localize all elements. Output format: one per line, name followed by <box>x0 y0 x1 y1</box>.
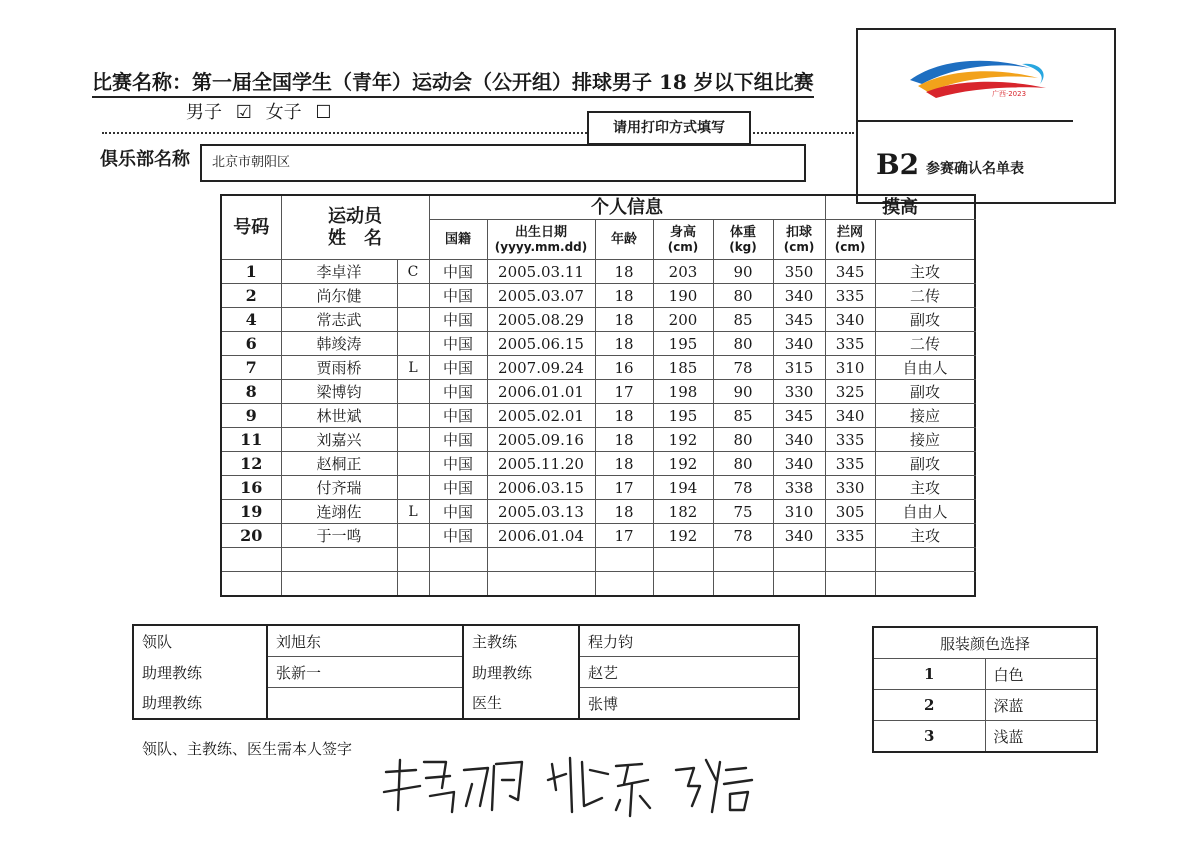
doctor-label: 医生 <box>463 688 579 720</box>
header-block <box>825 220 875 260</box>
empty-cell[interactable] <box>221 572 281 597</box>
color-option-2[interactable]: 深蓝 <box>985 690 1097 721</box>
leader-value[interactable]: 刘旭东 <box>267 625 463 657</box>
handwritten-signatures <box>376 740 796 820</box>
player-name: 刘嘉兴 <box>281 428 397 452</box>
empty-cell[interactable] <box>429 572 487 597</box>
player-nationality: 中国 <box>429 428 487 452</box>
player-age: 18 <box>595 404 653 428</box>
player-nationality: 中国 <box>429 308 487 332</box>
player-name: 连翊佐 <box>281 500 397 524</box>
assistant-coach-3-value[interactable]: 赵艺 <box>579 657 799 688</box>
player-block-reach: 345 <box>825 260 875 284</box>
form-subtitle: 参赛确认名单表 <box>926 161 1024 177</box>
player-position: 副攻 <box>875 308 975 332</box>
player-weight: 80 <box>713 332 773 356</box>
empty-row <box>221 548 975 572</box>
table-row <box>221 332 975 356</box>
player-nationality: 中国 <box>429 380 487 404</box>
header-personal-info: 个人信息 <box>429 195 825 220</box>
player-position: 自由人 <box>875 356 975 380</box>
player-weight: 75 <box>713 500 773 524</box>
header-height-unit: (cm) <box>667 239 699 254</box>
table-row <box>221 500 975 524</box>
header-spike-unit: (cm) <box>783 239 815 254</box>
empty-cell[interactable] <box>281 548 397 572</box>
empty-cell[interactable] <box>875 572 975 597</box>
player-weight: 85 <box>713 308 773 332</box>
table-row <box>221 452 975 476</box>
player-flag: L <box>397 356 429 380</box>
table-row <box>221 404 975 428</box>
header-athlete-line2: 姓 名 <box>328 227 382 249</box>
player-flag <box>397 332 429 356</box>
header-block-unit: (cm) <box>834 239 866 254</box>
header-weight-unit: (kg) <box>729 239 757 254</box>
player-height: 195 <box>653 404 713 428</box>
player-spike-reach: 340 <box>773 428 825 452</box>
player-position: 接应 <box>875 404 975 428</box>
player-age: 18 <box>595 260 653 284</box>
player-age: 18 <box>595 500 653 524</box>
player-age: 17 <box>595 476 653 500</box>
player-spike-reach: 340 <box>773 452 825 476</box>
player-flag <box>397 524 429 548</box>
player-height: 200 <box>653 308 713 332</box>
empty-cell[interactable] <box>595 572 653 597</box>
player-block-reach: 305 <box>825 500 875 524</box>
player-spike-reach: 338 <box>773 476 825 500</box>
empty-row <box>221 572 975 597</box>
header-spike-label: 扣球 <box>786 224 813 240</box>
player-number: 1 <box>221 260 281 284</box>
uniform-color-title: 服装颜色选择 <box>873 627 1097 659</box>
header-weight-label: 体重 <box>729 224 756 240</box>
player-birth-date: 2005.06.15 <box>487 332 595 356</box>
player-birth-date: 2005.11.20 <box>487 452 595 476</box>
player-birth-date: 2005.03.07 <box>487 284 595 308</box>
player-weight: 85 <box>713 404 773 428</box>
player-block-reach: 310 <box>825 356 875 380</box>
competition-title: 比赛名称：第一届全国学生（青年）运动会（公开组）排球男子 18 岁以下组比赛 <box>92 66 814 98</box>
player-weight: 78 <box>713 524 773 548</box>
player-spike-reach: 340 <box>773 332 825 356</box>
player-birth-date: 2006.01.04 <box>487 524 595 548</box>
empty-cell[interactable] <box>281 572 397 597</box>
assistant-coach-1-label: 助理教练 <box>133 657 267 688</box>
header-birth <box>487 220 595 260</box>
player-name: 尚尔健 <box>281 284 397 308</box>
empty-cell[interactable] <box>429 548 487 572</box>
player-name: 常志武 <box>281 308 397 332</box>
player-age: 18 <box>595 428 653 452</box>
table-row <box>221 260 975 284</box>
print-hint-box: 请用打印方式填写 <box>587 111 751 145</box>
table-row <box>221 476 975 500</box>
empty-cell[interactable] <box>825 572 875 597</box>
assistant-coach-1-value[interactable]: 张新一 <box>267 657 463 688</box>
player-birth-date: 2005.03.13 <box>487 500 595 524</box>
female-label: 女子 <box>265 102 302 123</box>
header-height <box>653 220 713 260</box>
player-height: 182 <box>653 500 713 524</box>
empty-cell[interactable] <box>397 572 429 597</box>
empty-cell[interactable] <box>825 548 875 572</box>
player-flag <box>397 380 429 404</box>
assistant-coach-2-label: 助理教练 <box>133 688 267 720</box>
player-name: 付齐瑞 <box>281 476 397 500</box>
staff-table <box>132 624 800 720</box>
player-birth-date: 2005.02.01 <box>487 404 595 428</box>
player-age: 18 <box>595 452 653 476</box>
player-age: 18 <box>595 308 653 332</box>
club-name-label: 俱乐部名称 <box>100 149 190 170</box>
header-weight <box>713 220 773 260</box>
player-position: 主攻 <box>875 476 975 500</box>
head-coach-value[interactable]: 程力钧 <box>579 625 799 657</box>
player-block-reach: 335 <box>825 332 875 356</box>
player-block-reach: 325 <box>825 380 875 404</box>
player-flag <box>397 452 429 476</box>
player-number: 2 <box>221 284 281 308</box>
player-position: 主攻 <box>875 260 975 284</box>
player-number: 6 <box>221 332 281 356</box>
badge-divider <box>858 120 1073 122</box>
player-spike-reach: 330 <box>773 380 825 404</box>
player-number: 9 <box>221 404 281 428</box>
header-reach: 摸高 <box>825 195 975 220</box>
player-position: 二传 <box>875 284 975 308</box>
table-row <box>221 308 975 332</box>
header-number: 号码 <box>221 195 281 260</box>
color-option-1[interactable]: 白色 <box>985 659 1097 690</box>
player-spike-reach: 345 <box>773 308 825 332</box>
player-block-reach: 335 <box>825 452 875 476</box>
player-number: 19 <box>221 500 281 524</box>
player-number: 12 <box>221 452 281 476</box>
form-code: B2 <box>876 148 920 181</box>
empty-cell[interactable] <box>595 548 653 572</box>
player-nationality: 中国 <box>429 356 487 380</box>
empty-cell[interactable] <box>221 548 281 572</box>
player-spike-reach: 310 <box>773 500 825 524</box>
gender-selection <box>186 98 339 124</box>
assistant-coach-2-value[interactable] <box>267 688 463 720</box>
empty-cell[interactable] <box>487 572 595 597</box>
player-flag <box>397 476 429 500</box>
player-position: 接应 <box>875 428 975 452</box>
assistant-coach-3-label: 助理教练 <box>463 657 579 688</box>
player-height: 185 <box>653 356 713 380</box>
player-height: 192 <box>653 428 713 452</box>
empty-cell[interactable] <box>875 548 975 572</box>
table-row <box>221 284 975 308</box>
player-birth-date: 2005.08.29 <box>487 308 595 332</box>
player-block-reach: 335 <box>825 428 875 452</box>
player-weight: 80 <box>713 428 773 452</box>
player-nationality: 中国 <box>429 404 487 428</box>
player-flag: L <box>397 500 429 524</box>
player-flag <box>397 404 429 428</box>
header-athlete <box>281 195 429 260</box>
player-nationality: 中国 <box>429 524 487 548</box>
color-option-index: 2 <box>873 690 985 721</box>
player-height: 192 <box>653 452 713 476</box>
player-name: 韩竣涛 <box>281 332 397 356</box>
empty-cell[interactable] <box>487 548 595 572</box>
player-flag: C <box>397 260 429 284</box>
player-number: 4 <box>221 308 281 332</box>
player-position: 自由人 <box>875 500 975 524</box>
header-nationality: 国籍 <box>429 220 487 260</box>
empty-cell[interactable] <box>773 548 825 572</box>
player-position: 副攻 <box>875 380 975 404</box>
player-height: 198 <box>653 380 713 404</box>
player-block-reach: 335 <box>825 284 875 308</box>
header-birth-label: 出生日期 <box>514 224 567 240</box>
header-athlete-line1: 运动员 <box>328 205 382 227</box>
player-height: 194 <box>653 476 713 500</box>
player-weight: 90 <box>713 380 773 404</box>
player-weight: 80 <box>713 452 773 476</box>
empty-cell[interactable] <box>653 548 713 572</box>
player-birth-date: 2006.01.01 <box>487 380 595 404</box>
empty-cell[interactable] <box>713 572 773 597</box>
table-row <box>221 356 975 380</box>
player-nationality: 中国 <box>429 284 487 308</box>
player-nationality: 中国 <box>429 332 487 356</box>
player-name: 贾雨桥 <box>281 356 397 380</box>
uniform-color-table <box>872 626 1098 753</box>
player-nationality: 中国 <box>429 476 487 500</box>
empty-cell[interactable] <box>653 572 713 597</box>
player-position: 主攻 <box>875 524 975 548</box>
player-number: 7 <box>221 356 281 380</box>
player-birth-date: 2007.09.24 <box>487 356 595 380</box>
table-row <box>221 524 975 548</box>
player-nationality: 中国 <box>429 260 487 284</box>
table-row <box>221 428 975 452</box>
player-block-reach: 330 <box>825 476 875 500</box>
player-spike-reach: 345 <box>773 404 825 428</box>
header-age: 年龄 <box>595 220 653 260</box>
player-weight: 80 <box>713 284 773 308</box>
player-weight: 78 <box>713 356 773 380</box>
player-name: 梁博钧 <box>281 380 397 404</box>
header-birth-format: (yyyy.mm.dd) <box>494 239 588 254</box>
empty-cell[interactable] <box>397 548 429 572</box>
player-name: 于一鸣 <box>281 524 397 548</box>
color-option-3[interactable]: 浅蓝 <box>985 721 1097 753</box>
player-spike-reach: 350 <box>773 260 825 284</box>
player-height: 192 <box>653 524 713 548</box>
player-height: 190 <box>653 284 713 308</box>
color-option-index: 3 <box>873 721 985 753</box>
roster-body <box>221 260 975 597</box>
leader-label: 领队 <box>133 625 267 657</box>
player-weight: 78 <box>713 476 773 500</box>
player-position: 二传 <box>875 332 975 356</box>
color-option-index: 1 <box>873 659 985 690</box>
player-flag <box>397 308 429 332</box>
player-flag <box>397 284 429 308</box>
player-birth-date: 2006.03.15 <box>487 476 595 500</box>
player-birth-date: 2005.03.11 <box>487 260 595 284</box>
header-spike <box>773 220 825 260</box>
empty-cell[interactable] <box>773 572 825 597</box>
player-number: 8 <box>221 380 281 404</box>
player-age: 16 <box>595 356 653 380</box>
player-spike-reach: 340 <box>773 524 825 548</box>
male-checkbox[interactable]: ☑ <box>235 102 252 123</box>
signature-note: 领队、主教练、医生需本人签字 <box>142 740 353 758</box>
player-age: 18 <box>595 284 653 308</box>
logo-text: 广西·2023 <box>992 90 1027 98</box>
player-name: 赵桐正 <box>281 452 397 476</box>
player-spike-reach: 315 <box>773 356 825 380</box>
player-age: 18 <box>595 332 653 356</box>
doctor-value[interactable]: 张博 <box>579 688 799 720</box>
header-block-label: 拦网 <box>837 224 864 240</box>
player-name: 李卓洋 <box>281 260 397 284</box>
male-label: 男子 <box>186 102 222 123</box>
player-age: 17 <box>595 524 653 548</box>
player-height: 203 <box>653 260 713 284</box>
header-height-label: 身高 <box>669 224 696 240</box>
player-number: 11 <box>221 428 281 452</box>
player-age: 17 <box>595 380 653 404</box>
player-birth-date: 2005.09.16 <box>487 428 595 452</box>
female-checkbox[interactable]: ☐ <box>315 102 332 123</box>
player-nationality: 中国 <box>429 452 487 476</box>
roster-table <box>220 194 976 597</box>
player-block-reach: 335 <box>825 524 875 548</box>
player-number: 20 <box>221 524 281 548</box>
table-row <box>221 380 975 404</box>
club-name-field[interactable]: 北京市朝阳区 <box>200 144 806 182</box>
player-spike-reach: 340 <box>773 284 825 308</box>
head-coach-label: 主教练 <box>463 625 579 657</box>
player-block-reach: 340 <box>825 308 875 332</box>
player-name: 林世斌 <box>281 404 397 428</box>
player-position: 副攻 <box>875 452 975 476</box>
player-height: 195 <box>653 332 713 356</box>
player-number: 16 <box>221 476 281 500</box>
player-weight: 90 <box>713 260 773 284</box>
player-block-reach: 340 <box>825 404 875 428</box>
games-logo <box>900 50 1060 106</box>
empty-cell[interactable] <box>713 548 773 572</box>
player-nationality: 中国 <box>429 500 487 524</box>
player-flag <box>397 428 429 452</box>
